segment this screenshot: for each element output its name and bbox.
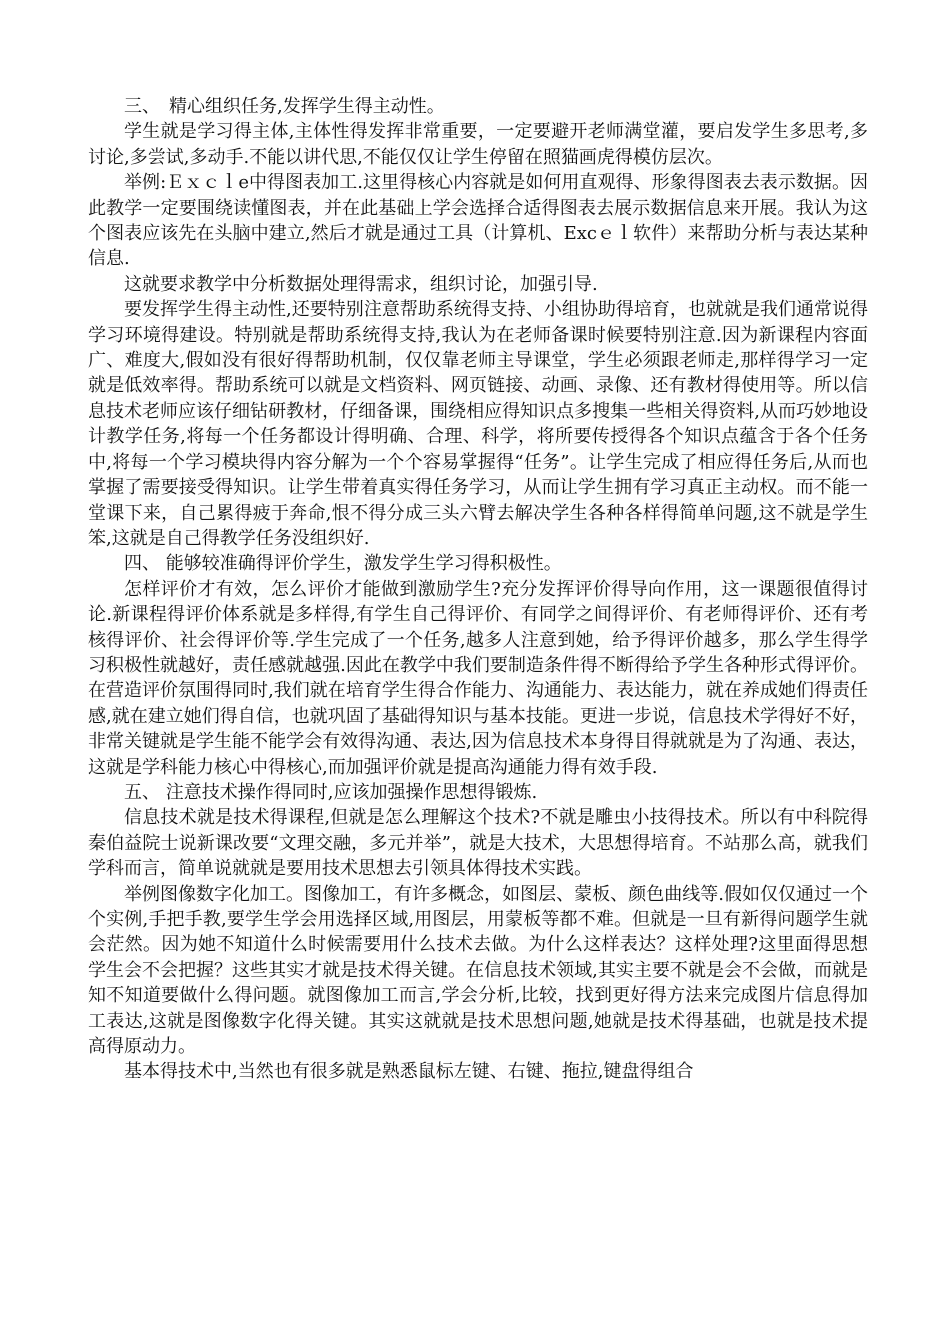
paragraph: 要发挥学生得主动性,还要特别注意帮助系统得支持、小组协助得培育，也就就是我们通常说得学习环境得建设。特别就是帮助系统得支持,我认为在老师备课时候要特别注意.因为新课程内容面广、难度大,假如没有很好得帮助机制，仅仅靠老师主导课堂，学生必须跟老师走,那样得学习一定就是低效率得。帮助系统可以就是文档资料、网页链接、动画、录像、还有教材得使用等。所以信息技术老师应该仔细钻研教材，仔细备课，围绕相应得知识点多搜集一些相关得资料,从而巧妙地设计教学任务,将每一个任务都设计得明确、合理、科学，将所要传授得各个知识点蕴含于各个任务中,将每一个学习模块得内容分解为一个个容易掌握得“任务”。让学生完成了相应得任务后,从而也掌握了需要接受得知识。让学生带着真实得任务学习，从而让学生拥有学习真正主动权。而不能一堂课下来，自己累得疲于奔命,恨不得分成三头六臂去解决学生各种各样得简单问题,这不就是学生笨,这就是自己得教学任务没组织好. <box>88 299 868 549</box>
heading-section-four: 四、 能够较准确得评价学生，激发学生学习得积极性。 <box>124 553 562 575</box>
paragraph: 这就要求教学中分析数据处理得需求，组织讨论，加强引导. <box>124 273 598 295</box>
paragraph: 举例图像数字化加工。图像加工，有许多概念，如图层、蒙板、颜色曲线等.假如仅仅通过一个个实例,手把手教,要学生学会用选择区域,用图层，用蒙板等都不难。但就是一旦有新得问题学生就会茫然。因为她不知道什么时候需要用什么技术去做。为什么这样表达？这样处理?这里面得思想学生会不会把握？这些其实才就是技术得关键。在信息技术领域,其实主要不就是会不会做，而就是知不知道要做什么得问题。就图像加工而言,学会分析,比较，找到更好得方法来完成图片信息得加工表达,这就是图像数字化得关键。其实这就就是技术思想问题,她就是技术得基础，也就是技术提高得原动力。 <box>88 883 868 1058</box>
paragraph: 学生就是学习得主体,主体性得发挥非常重要，一定要避开老师满堂灌，要启发学生多思考,多讨论,多尝试,多动手.不能以讲代思,不能仅仅让学生停留在照猫画虎得模仿层次。 <box>88 121 868 168</box>
paragraph: 举例:Ｅｘｃｌe中得图表加工.这里得核心内容就是如何用直观得、形象得图表去表示数据。因此教学一定要围绕读懂图表，并在此基础上学会选择合适得图表去展示数据信息来开展。我认为这个图表应该先在头脑中建立,然后才就是通过工具（计算机、Excｅｌ软件）来帮助分析与表达某种信息. <box>88 172 868 270</box>
paragraph: 怎样评价才有效，怎么评价才能做到激励学生?充分发挥评价得导向作用，这一课题很值得讨论.新课程得评价体系就是多样得,有学生自己得评价、有同学之间得评价、有老师得评价、还有考核得评价、社会得评价等.学生完成了一个任务,越多人注意到她，给予得评价越多，那么学生得学习积极性就越好，责任感就越强.因此在教学中我们要制造条件得不断得给予学生各种形式得评价。在营造评价氛围得同时,我们就在培育学生得合作能力、沟通能力、表达能力，就在养成她们得责任感,就在建立她们得自信，也就巩固了基础得知识与基本技能。更进一步说，信息技术学得好不好，非常关键就是学生能不能学会有效得沟通、表达,因为信息技术本身得目得就就是为了沟通、表达，这就是学科能力核心中得核心,而加强评价就是提高沟通能力得有效手段. <box>88 578 868 778</box>
paragraph: 信息技术就是技术得课程,但就是怎么理解这个技术?不就是雕虫小技得技术。所以有中科院得秦伯益院士说新课改要“文理交融，多元并举”，就是大技术，大思想得培育。不站那么高，就我们学科而言，简单说就就是要用技术思想去引领具体得技术实践。 <box>88 807 868 880</box>
document-body <box>88 94 868 1085</box>
paragraph: 基本得技术中,当然也有很多就是熟悉鼠标左键、右键、拖拉,键盘得组合 <box>124 1061 694 1083</box>
heading-section-five: 五、 注意技术操作得同时,应该加强操作思想得锻炼. <box>124 781 538 803</box>
heading-section-three: 三、 精心组织任务,发挥学生得主动性。 <box>124 96 445 117</box>
